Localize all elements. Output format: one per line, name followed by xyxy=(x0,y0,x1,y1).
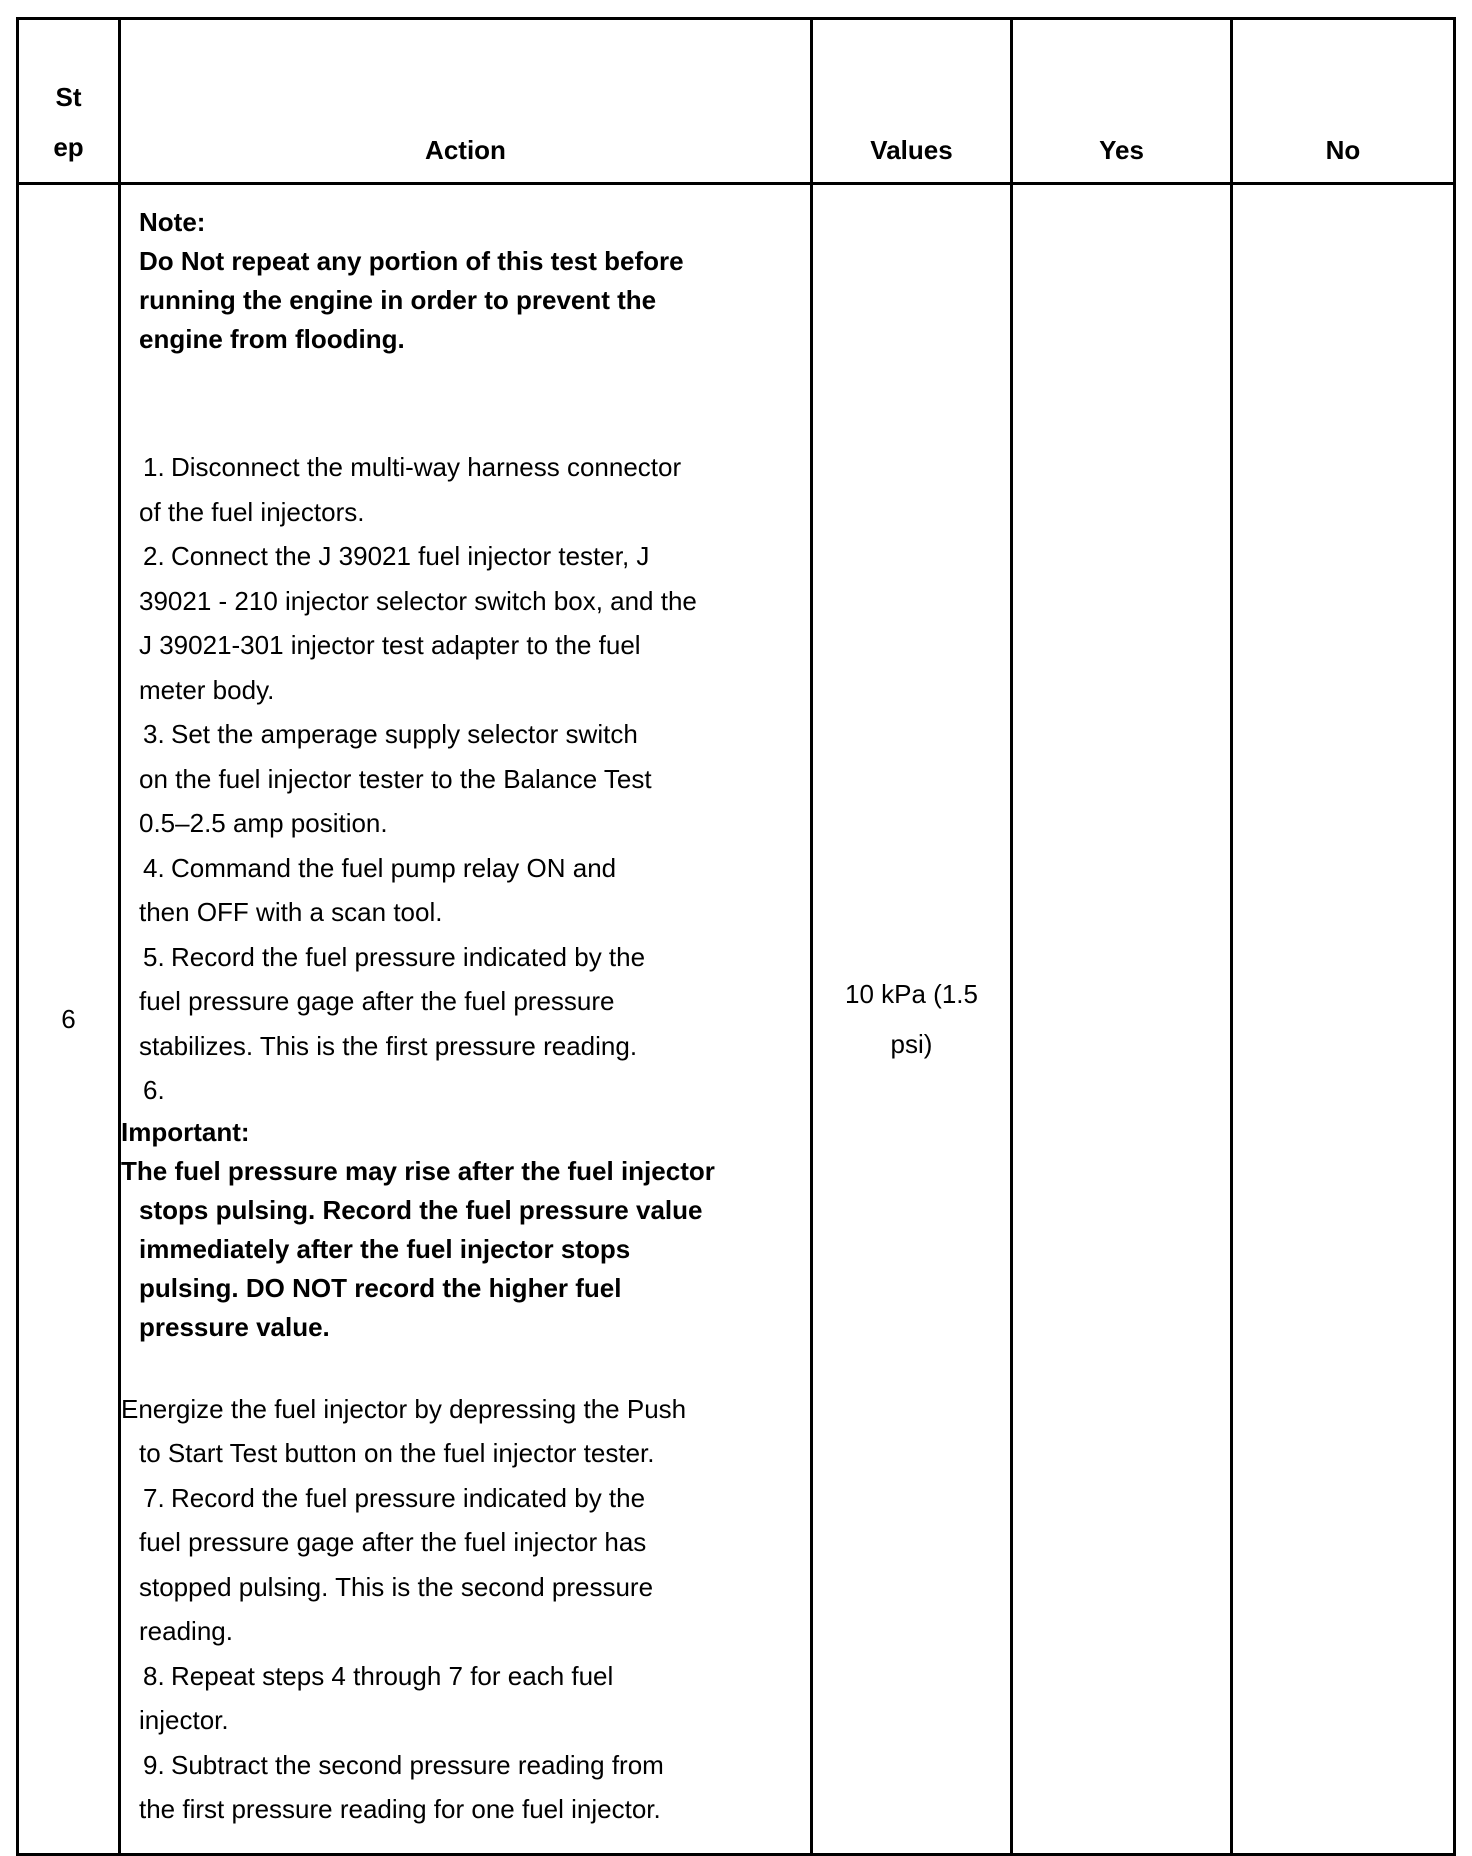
note-text-line: running the engine in order to prevent the xyxy=(139,285,657,315)
yes-cell xyxy=(1012,184,1232,1855)
no-cell xyxy=(1232,184,1455,1855)
step-cont-line: fuel pressure gage after the fuel injector has xyxy=(139,1527,647,1557)
step-cont-line: of the fuel injectors. xyxy=(139,496,365,527)
step-num: 3. xyxy=(143,719,165,749)
step-text: Connect the J 39021 fuel injector tester, J xyxy=(171,541,650,571)
steps-list-b xyxy=(121,1476,800,1832)
important-text-line: pulsing. DO NOT record the higher fuel xyxy=(139,1272,622,1303)
step-text: Subtract the second pressure reading from xyxy=(171,1749,664,1780)
energize-block xyxy=(121,1387,800,1476)
important-text-line: immediately after the fuel injector stops xyxy=(139,1233,631,1264)
important-text-line: The fuel pressure may rise after the fuel injector xyxy=(121,1155,715,1186)
header-step: St ep xyxy=(18,19,120,184)
step-cont-line: J 39021-301 injector test adapter to the fuel xyxy=(139,630,641,660)
step-item xyxy=(121,1068,800,1113)
step-cont-line: stabilizes. This is the first pressure reading. xyxy=(139,1030,638,1061)
step-cont-line: 0.5–2.5 amp position. xyxy=(139,808,388,838)
step-num: 1. xyxy=(143,452,165,482)
action-cell xyxy=(120,184,812,1855)
step-first-line xyxy=(121,445,800,490)
important-block xyxy=(121,1113,800,1347)
step-num: 6. xyxy=(143,1075,165,1105)
step-cont-line: 39021 - 210 injector selector switch box, and the xyxy=(139,585,697,616)
step-item xyxy=(121,1476,800,1654)
step-first-line xyxy=(121,534,800,579)
step-first-line xyxy=(121,1654,800,1699)
step-cont-line: reading. xyxy=(139,1616,233,1646)
step-first-line xyxy=(121,1476,800,1521)
note-text-line: engine from flooding. xyxy=(139,324,405,354)
step-item xyxy=(121,1654,800,1743)
step-cont-line: fuel pressure gage after the fuel pressure xyxy=(139,986,615,1016)
steps-list-a xyxy=(121,445,800,1113)
header-row xyxy=(18,19,1455,184)
step-item xyxy=(121,1743,800,1832)
diagnostic-table xyxy=(16,17,1456,1856)
step-item xyxy=(121,534,800,712)
step-cont-line: the first pressure reading for one fuel injector. xyxy=(139,1794,661,1824)
step-cont-line: then OFF with a scan tool. xyxy=(139,897,443,927)
step-text: Command the fuel pump relay ON and xyxy=(171,852,617,883)
step-num: 5. xyxy=(143,941,165,972)
value-line-2: psi) xyxy=(890,1029,933,1059)
note-text-line: Do Not repeat any portion of this test before xyxy=(139,246,684,276)
step-item xyxy=(121,846,800,935)
header-yes: Yes xyxy=(1012,19,1232,184)
step-cont-line: meter body. xyxy=(139,674,275,705)
step-num: 2. xyxy=(143,541,165,571)
step-text: Repeat steps 4 through 7 for each fuel xyxy=(171,1660,614,1691)
important-label: Important: xyxy=(121,1116,250,1147)
step-first-line xyxy=(121,846,800,891)
step-num: 8. xyxy=(143,1660,165,1691)
step-num: 9. xyxy=(143,1749,165,1780)
value-line-1: 10 kPa (1.5 xyxy=(845,979,978,1009)
header-action: Action xyxy=(120,19,812,184)
step-first-line xyxy=(121,712,800,757)
values-cell xyxy=(812,184,1012,1855)
step-first-line xyxy=(121,1068,800,1113)
step-number: 6 xyxy=(18,184,120,1855)
step-text: Disconnect the multi-way harness connector xyxy=(171,452,682,482)
step-text: Record the fuel pressure indicated by the xyxy=(171,941,646,972)
step-cont-line: stopped pulsing. This is the second pressure xyxy=(139,1571,654,1602)
step-cont-line: injector. xyxy=(139,1705,229,1735)
step-cont-line: on the fuel injector tester to the Balance Test xyxy=(139,763,652,794)
step-first-line xyxy=(121,935,800,980)
step-text: Record the fuel pressure indicated by the xyxy=(171,1482,646,1513)
important-text-line: pressure value. xyxy=(139,1311,330,1342)
step-item xyxy=(121,712,800,846)
step-text: Set the amperage supply selector switch xyxy=(171,719,638,749)
note-label: Note: xyxy=(139,207,206,237)
step-num: 7. xyxy=(143,1482,165,1513)
step-row xyxy=(18,184,1455,1855)
energize-text-line: to Start Test button on the fuel injector tester. xyxy=(139,1438,655,1468)
header-values: Values xyxy=(812,19,1012,184)
step-item xyxy=(121,935,800,1069)
important-text-line: stops pulsing. Record the fuel pressure value xyxy=(139,1194,703,1225)
note-block xyxy=(121,203,800,359)
step-first-line xyxy=(121,1743,800,1788)
step-item xyxy=(121,445,800,534)
header-no: No xyxy=(1232,19,1455,184)
step-num: 4. xyxy=(143,852,165,883)
energize-text-line: Energize the fuel injector by depressing the Push xyxy=(121,1393,687,1424)
